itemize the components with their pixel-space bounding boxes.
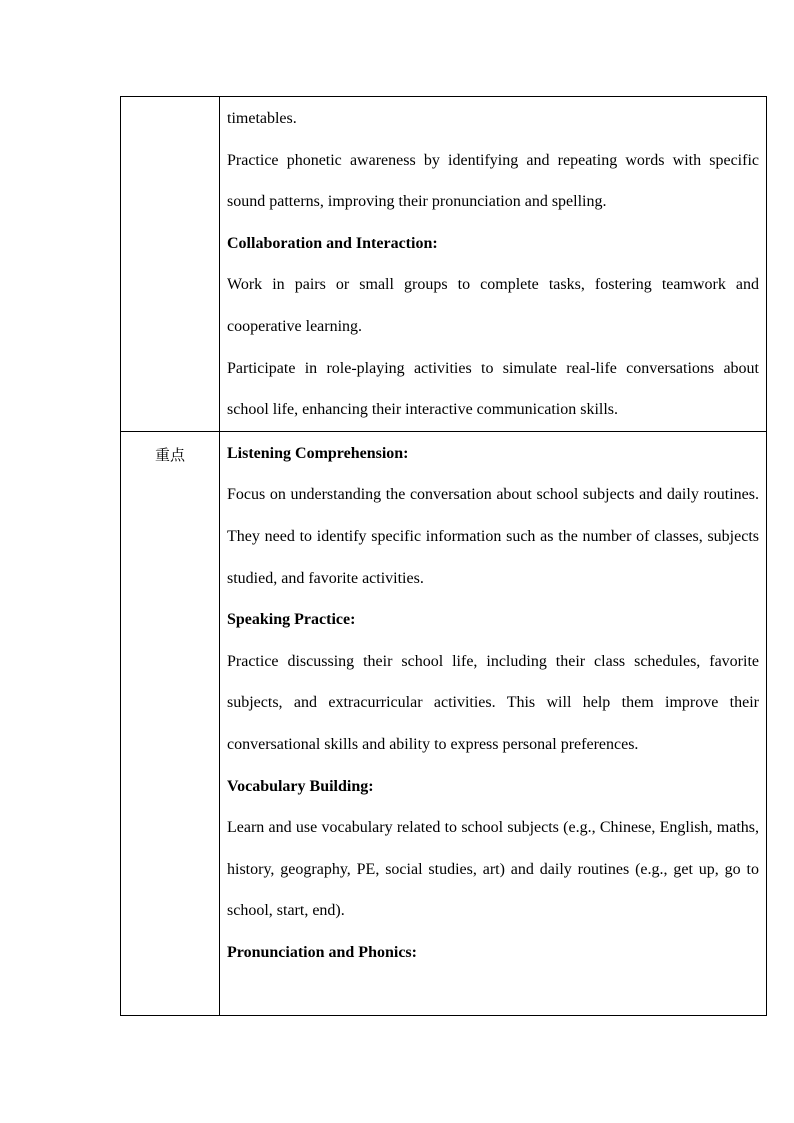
section-heading: Speaking Practice: [227, 611, 356, 629]
section-heading: Listening Comprehension: [227, 444, 409, 462]
row-content-cell [220, 97, 767, 432]
table-row [121, 97, 767, 432]
row-label-cell: 重点 [121, 431, 220, 1015]
paragraph: Practice phonetic awareness by identifying and repeating words with specific sound patterns, improving their pronunciation and spelling. [227, 151, 759, 211]
row-label-cell [121, 97, 220, 432]
section-heading: Collaboration and Interaction: [227, 234, 438, 252]
paragraph: Learn and use vocabulary related to school subjects (e.g., Chinese, English, maths, history, geography, PE, social studies, art) and daily routines (e.g., get up, go to school, start, end). [227, 819, 759, 920]
paragraph: Practice discussing their school life, including their class schedules, favorite subjects, and extracurricular activities. This will help them improve their conversational skills and ability to express personal preferences. [227, 652, 759, 753]
section-heading: Pronunciation and Phonics: [227, 943, 417, 961]
paragraph: timetables. [227, 110, 297, 127]
paragraph: Work in pairs or small groups to complete tasks, fostering teamwork and cooperative learning. [227, 276, 759, 335]
content-table [120, 96, 767, 1016]
paragraph: Focus on understanding the conversation about school subjects and daily routines. They need to identify specific information such as the number of classes, subjects studied, and favorite activities. [227, 486, 759, 587]
section-heading: Vocabulary Building: [227, 777, 374, 795]
paragraph: Participate in role-playing activities to simulate real-life conversations about school life, enhancing their interactive communication skills. [227, 359, 759, 419]
row-content-cell [220, 431, 767, 1015]
table-row [121, 431, 767, 1015]
